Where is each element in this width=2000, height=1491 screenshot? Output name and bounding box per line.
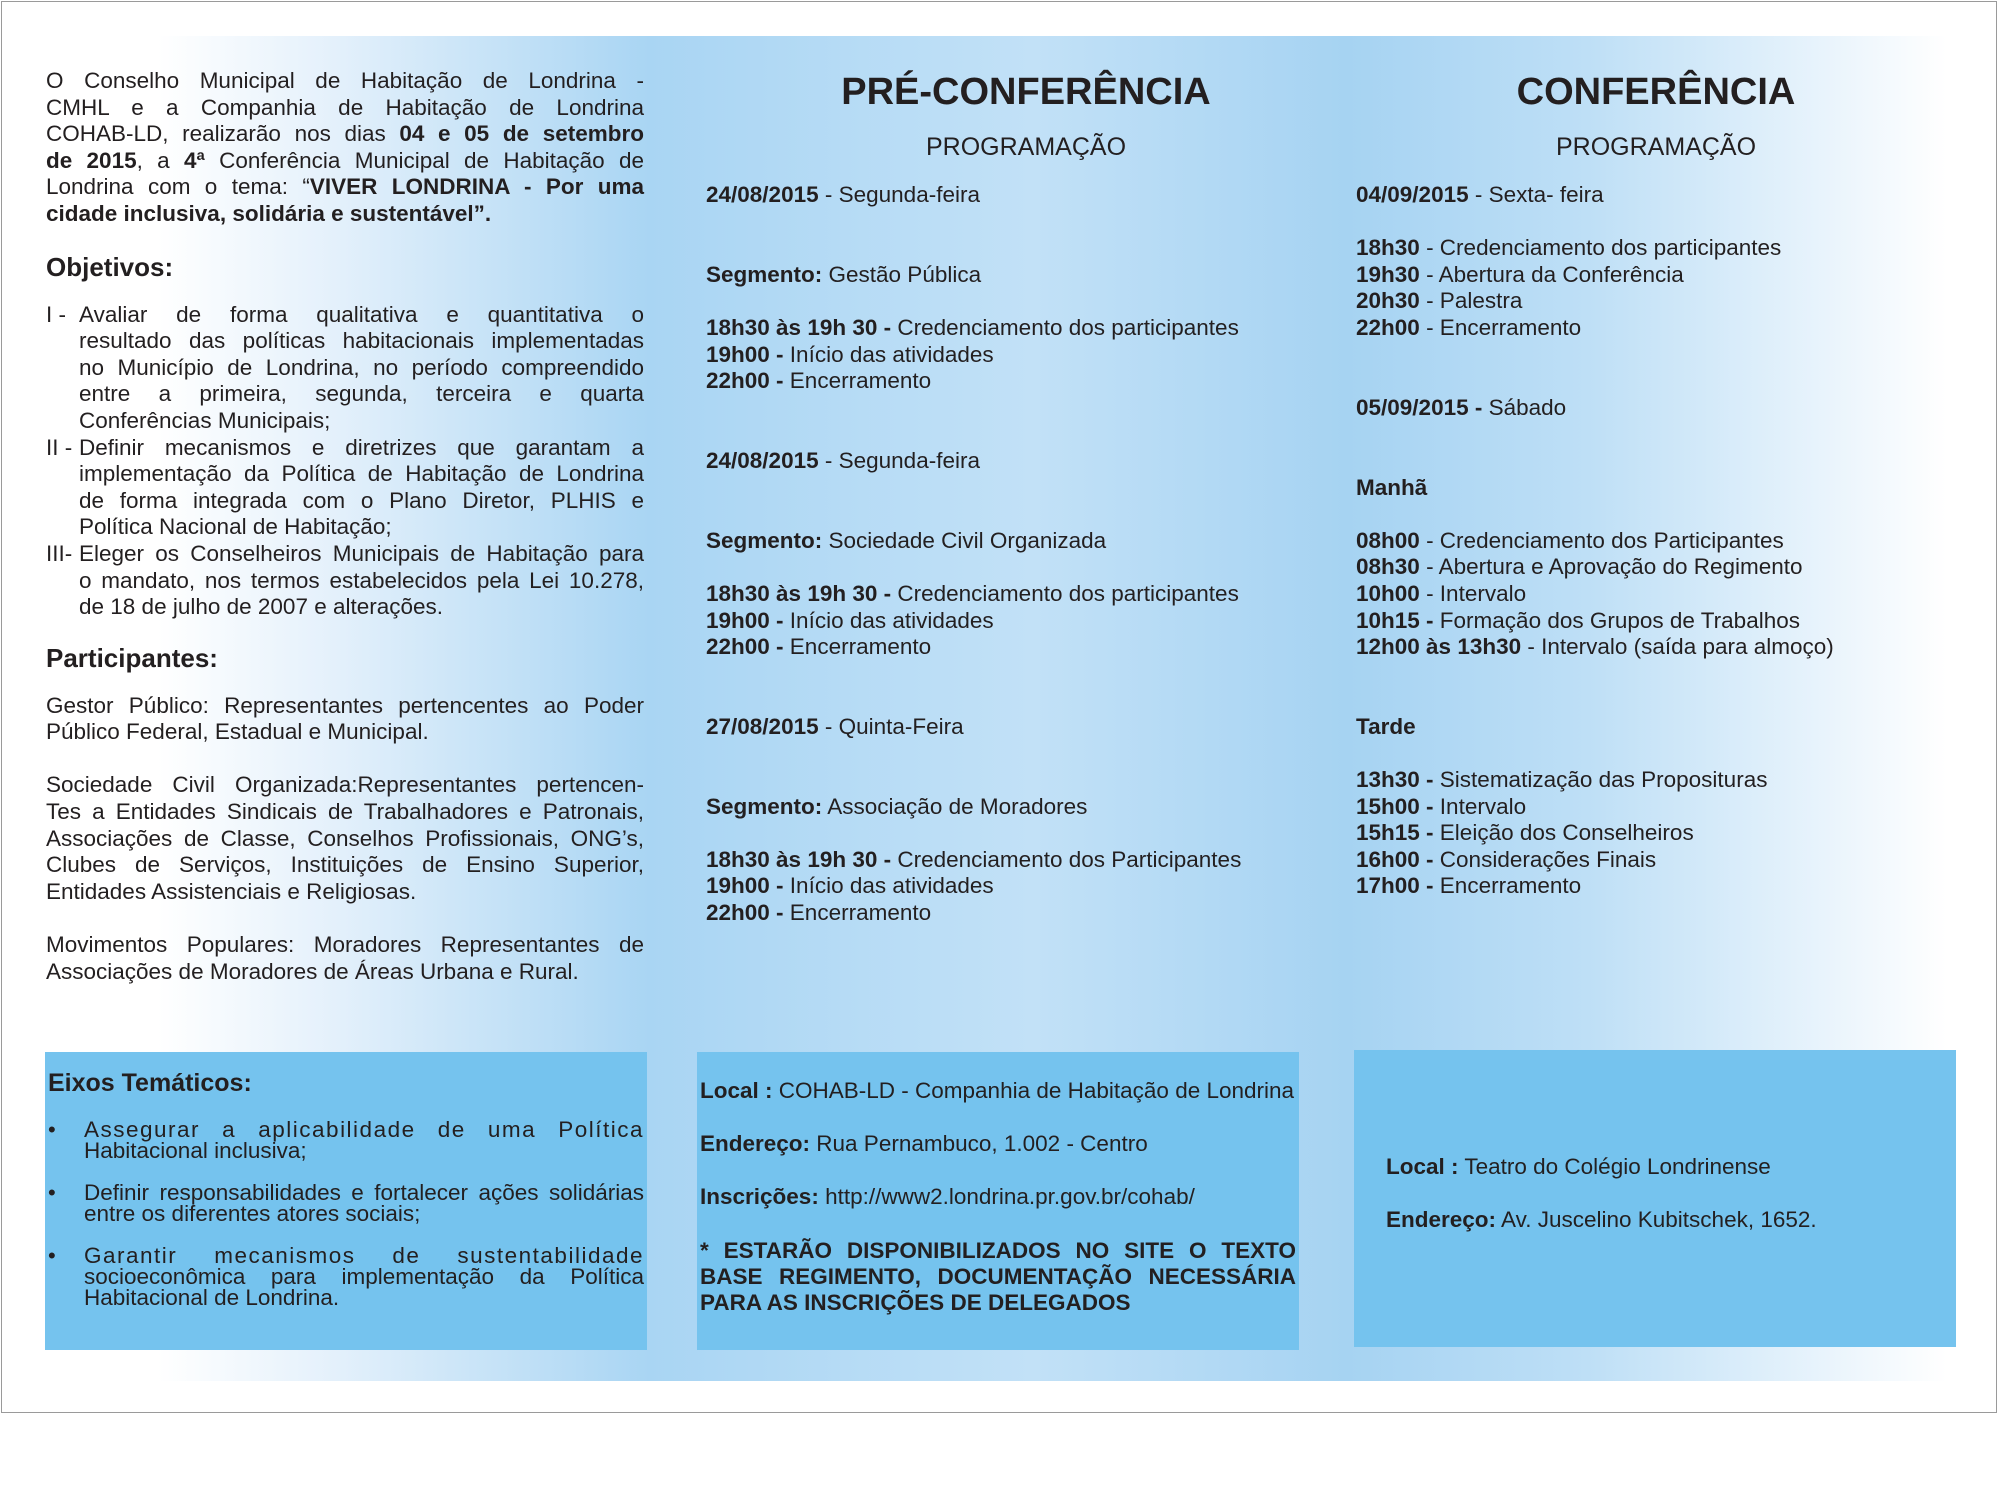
schedule-time: 10h15 - (1356, 607, 1434, 633)
event-dates: 04 e 05 de setembro (399, 121, 644, 147)
schedule-time: 19h00 - (706, 341, 784, 367)
participante-line: Tes a Entidades Sindicais de Trabalhadores e Patronais, (46, 799, 644, 825)
intro-line: cidade inclusiva, solidária e sustentável”. (46, 200, 492, 226)
schedule-time: 17h00 - (1356, 873, 1434, 899)
objetivo-line: Definir mecanismos e diretrizes que garantam a (79, 434, 644, 460)
eixo-text (84, 1245, 644, 1308)
schedule-desc: Eleição dos Conselheiros (1433, 820, 1694, 846)
segment: Segmento: Gestão Pública (706, 261, 982, 287)
schedule-time: 18h30 às 19h 30 - (706, 846, 892, 872)
schedule-desc: Início das atividades (783, 873, 994, 899)
schedule-desc: Considerações Finais (1433, 846, 1657, 872)
schedule-desc: - Palestra (1419, 288, 1523, 314)
objetivos-heading: Objetivos: (46, 251, 174, 282)
objetivo-line: Conferências Municipais; (79, 407, 331, 433)
participante-line: Associações de Moradores de Áreas Urbana e Rural. (46, 958, 579, 984)
objetivo-line: de forma integrada com o Plano Diretor, PLHIS e (79, 487, 644, 513)
schedule-row (1356, 288, 1956, 315)
participante-group (46, 932, 644, 985)
objetivos-list (46, 302, 644, 621)
schedule-desc: - Credenciamento dos Participantes (1419, 527, 1784, 553)
schedule-row (706, 873, 1346, 900)
endereco-row: Endereço: Av. Juscelino Kubitschek, 1652. (1386, 1207, 1817, 1233)
schedule-time: 19h30 (1356, 261, 1420, 287)
participante-line: Movimentos Populares: Moradores Representantes de (46, 932, 644, 958)
intro-line: Londrina com o tema: “VIVER LONDRINA - Por uma (46, 174, 644, 200)
schedule-desc: - Credenciamento dos participantes (1419, 235, 1782, 261)
conferencia-subtitle: PROGRAMAÇÃO (1555, 133, 1757, 161)
schedule-row (706, 900, 1346, 927)
eixo-item (48, 1245, 644, 1308)
intro-line: O Conselho Municipal de Habitação de Londrina - (46, 68, 644, 93)
eixo-item (48, 1182, 644, 1224)
schedule-row (706, 342, 1346, 369)
objetivo-line: Política Nacional de Habitação; (79, 514, 392, 540)
day2-date: 05/09/2015 - Sábado (1356, 394, 1567, 420)
schedule-time: 22h00 (1356, 314, 1420, 340)
eixos-heading: Eixos Temáticos: (48, 1069, 252, 1097)
schedule-row (1356, 794, 1956, 821)
objetivo-line: entre a primeira, segunda, terceira e quarta (79, 381, 644, 407)
objetivo-item (46, 302, 644, 435)
schedule-time: 19h00 - (706, 873, 784, 899)
schedule-desc: - Encerramento (1419, 314, 1582, 340)
schedule-row (706, 608, 1346, 635)
schedule-desc: Credenciamento dos Participantes (891, 846, 1242, 872)
pre-conferencia-column (706, 70, 1346, 927)
objetivo-line: no Município de Londrina, no período compreendido (79, 354, 644, 380)
objetivo-number: II - (46, 434, 79, 460)
tarde-heading: Tarde (1356, 713, 1416, 739)
segment: Segmento: Associação de Moradores (706, 793, 1088, 819)
inscricoes-row: Inscrições: http://www2.londrina.pr.gov.br/cohab/ (700, 1184, 1195, 1210)
participante-line: Público Federal, Estadual e Municipal. (46, 719, 429, 745)
local-row: Local : COHAB-LD - Companhia de Habitação de Londrina (700, 1078, 1295, 1103)
schedule-desc: Início das atividades (783, 607, 994, 633)
day1-date: 04/09/2015 - Sexta- feira (1356, 182, 1604, 207)
intro-paragraph (46, 68, 644, 228)
schedule-time: 22h00 - (706, 368, 784, 394)
schedule-row (706, 368, 1346, 395)
pre-conferencia-schedule (706, 182, 1346, 927)
schedule-desc: Encerramento (783, 634, 932, 660)
intro-line: de 2015, a 4ª Conferência Municipal de Habitação de (46, 147, 644, 173)
eixo-line: Definir responsabilidades e fortalecer ações solidárias (84, 1180, 644, 1205)
schedule-time: 18h30 (1356, 235, 1420, 261)
eixo-text (84, 1119, 644, 1161)
objetivo-item (46, 541, 644, 621)
bullet-icon: • (48, 1243, 56, 1268)
schedule-row (1356, 262, 1956, 289)
schedule-time: 19h00 - (706, 607, 784, 633)
pre-conferencia-info-box (697, 1052, 1299, 1350)
eixo-line: Garantir mecanismos de sustentabilidade (84, 1243, 644, 1268)
schedule-desc: - Abertura da Conferência (1419, 261, 1684, 287)
schedule-desc: Início das atividades (783, 341, 994, 367)
schedule-desc: Credenciamento dos participantes (891, 580, 1239, 606)
eixo-line: entre os diferentes atores sociais; (84, 1201, 421, 1226)
schedule-desc: - Intervalo (1419, 580, 1527, 606)
local-row: Local : Teatro do Colégio Londrinense (1386, 1154, 1771, 1179)
objetivo-line: o mandato, nos termos estabelecidos pela Lei 10.278, (79, 567, 644, 593)
participante-line: Clubes de Serviços, Instituições de Ensino Superior, (46, 852, 644, 878)
session-date: 24/08/2015 - Segunda-feira (706, 182, 980, 207)
schedule-time: 22h00 - (706, 634, 784, 660)
participante-line: Gestor Público: Representantes pertencentes ao Poder (46, 692, 644, 718)
schedule-time: 22h00 - (706, 900, 784, 926)
schedule-row (1356, 581, 1956, 608)
eixos-list (48, 1119, 644, 1308)
tarde-schedule (1356, 767, 1956, 900)
schedule-desc: Intervalo (1433, 793, 1527, 819)
participantes-heading: Participantes: (46, 642, 218, 673)
participante-group (46, 772, 644, 905)
schedule-time: 15h00 - (1356, 793, 1434, 819)
schedule-desc: - Abertura e Aprovação do Regimento (1419, 554, 1803, 580)
schedule-desc: Sistematização das Proposituras (1433, 767, 1768, 793)
schedule-time: 10h00 (1356, 580, 1420, 606)
session-date: 27/08/2015 - Quinta-Feira (706, 713, 964, 739)
schedule-time: 15h15 - (1356, 820, 1434, 846)
schedule-desc: Credenciamento dos participantes (891, 314, 1239, 340)
schedule-row (1356, 847, 1956, 874)
participantes-list (46, 693, 644, 986)
objetivo-line: Eleger os Conselheiros Municipais de Habitação para (79, 540, 644, 566)
schedule-row (706, 581, 1346, 608)
eixos-tematicos-box (45, 1052, 647, 1350)
objetivo-text (79, 541, 644, 621)
schedule-time: 16h00 - (1356, 846, 1434, 872)
segment: Segmento: Sociedade Civil Organizada (706, 527, 1107, 553)
schedule-row (1356, 634, 1956, 661)
eixo-line: Assegurar a aplicabilidade de uma Política (84, 1117, 644, 1142)
endereco-row: Endereço: Rua Pernambuco, 1.002 - Centro (700, 1131, 1148, 1157)
schedule-row (1356, 873, 1956, 900)
bullet-icon: • (48, 1180, 56, 1205)
day1-schedule (1356, 235, 1956, 341)
session-date: 24/08/2015 - Segunda-feira (706, 447, 980, 473)
objetivo-line: resultado das políticas habitacionais implementadas (79, 328, 644, 354)
participante-group (46, 693, 644, 746)
schedule-desc: Encerramento (1433, 873, 1582, 899)
participante-line: Sociedade Civil Organizada:Representantes pertencen- (46, 772, 644, 798)
schedule-time: 20h30 (1356, 288, 1420, 314)
objetivo-line: de 18 de julho de 2007 e alterações. (79, 594, 444, 620)
inscricoes-link[interactable]: http://www2.londrina.pr.gov.br/cohab/ (818, 1184, 1195, 1210)
eixo-line: Habitacional de Londrina. (84, 1285, 340, 1310)
intro-line: COHAB-LD, realizarão nos dias 04 e 05 de setembro (46, 121, 644, 147)
objetivo-number: III- (46, 540, 79, 566)
objetivo-line: Avaliar de forma qualitativa e quantitativa o (79, 301, 644, 327)
manha-schedule (1356, 528, 1956, 661)
schedule-row (1356, 554, 1956, 581)
schedule-desc: Encerramento (783, 900, 932, 926)
schedule-time: 18h30 às 19h 30 - (706, 580, 892, 606)
intro-line: CMHL e a Companhia de Habitação de Londrina (46, 94, 644, 120)
schedule-time: 08h30 (1356, 554, 1420, 580)
schedule-desc: Encerramento (783, 368, 932, 394)
conferencia-title: CONFERÊNCIA (1516, 71, 1796, 113)
participante-line: Entidades Assistenciais e Religiosas. (46, 878, 417, 904)
bullet-icon: • (48, 1117, 56, 1142)
schedule-row (1356, 608, 1956, 635)
schedule-time: 18h30 às 19h 30 - (706, 314, 892, 340)
schedule-row (706, 315, 1346, 342)
schedule-row (1356, 528, 1956, 555)
schedule-row (1356, 315, 1956, 342)
schedule-row (1356, 820, 1956, 847)
schedule-row (1356, 767, 1956, 794)
manha-heading: Manhã (1356, 474, 1428, 500)
pre-conferencia-title: PRÉ-CONFERÊNCIA (841, 71, 1211, 113)
schedule-row (706, 847, 1346, 874)
site-notice: * ESTARÃO DISPONIBILIZADOS NO SITE O TEXTO BASE REGIMENTO, DOCUMENTAÇÃO NECESSÁRIA PARA AS INSCRIÇÕES DE DELEGADOS (700, 1237, 1296, 1315)
schedule-time: 13h30 - (1356, 767, 1434, 793)
schedule-time: 08h00 (1356, 527, 1420, 553)
event-theme: VIVER LONDRINA - Por uma (309, 174, 644, 200)
objetivo-item (46, 435, 644, 541)
pre-conferencia-subtitle: PROGRAMAÇÃO (925, 133, 1127, 161)
schedule-row (706, 634, 1346, 661)
eixo-line: Habitacional inclusiva; (84, 1138, 307, 1163)
conferencia-column (1356, 70, 1956, 900)
conferencia-info-box (1354, 1050, 1956, 1347)
left-column (46, 68, 644, 985)
participante-line: Associações de Classe, Conselhos Profissionais, ONG’s, (46, 825, 644, 851)
schedule-row (1356, 235, 1956, 262)
schedule-desc: - Intervalo (saída para almoço) (1521, 634, 1834, 660)
objetivo-text (79, 302, 644, 435)
objetivo-number: I - (46, 301, 73, 327)
eixo-item (48, 1119, 644, 1161)
objetivo-line: implementação da Política de Habitação de Londrina (79, 461, 644, 487)
schedule-desc: Formação dos Grupos de Trabalhos (1433, 607, 1800, 633)
objetivo-text (79, 435, 644, 541)
eixo-text (84, 1182, 644, 1224)
eixo-line: socioeconômica para implementação da Política (84, 1264, 644, 1289)
schedule-time: 12h00 às 13h30 (1356, 634, 1522, 660)
